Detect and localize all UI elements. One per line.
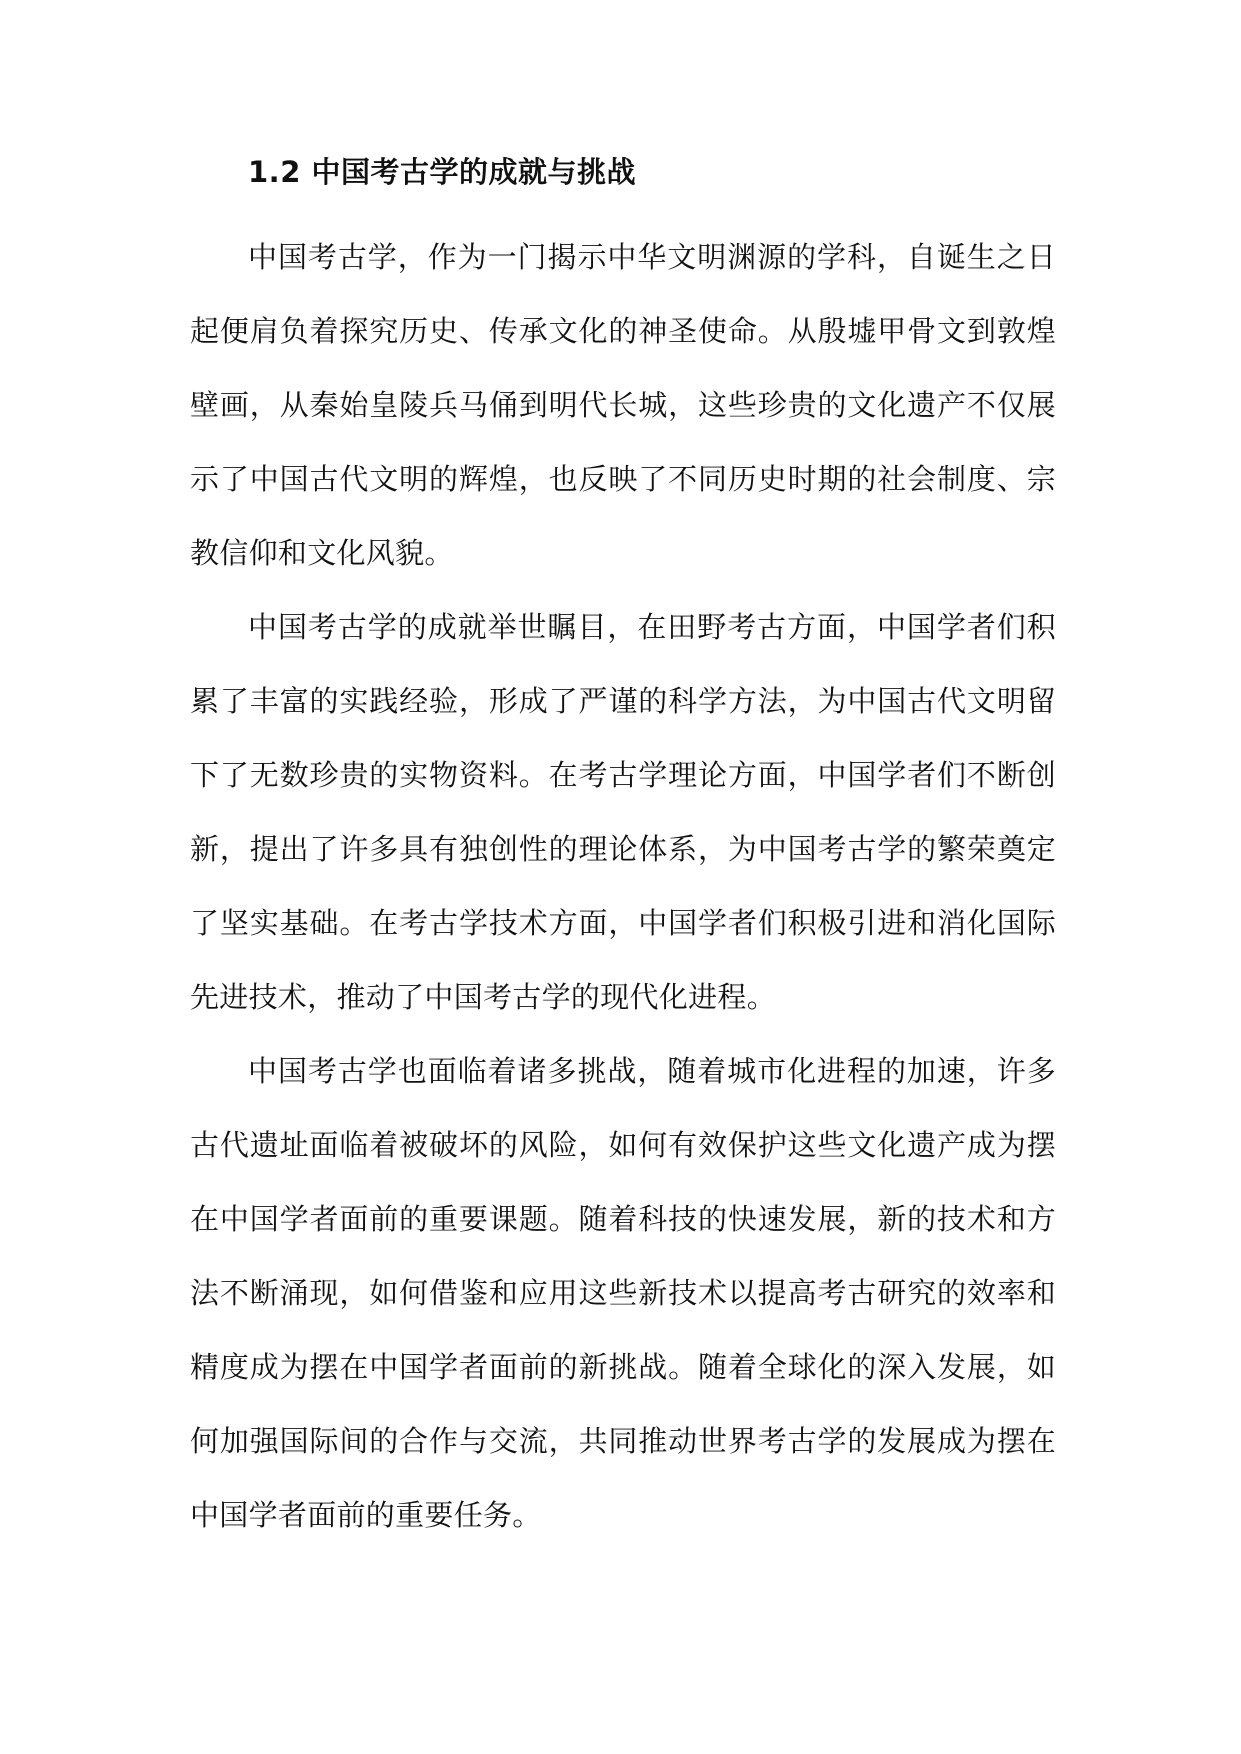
paragraph-achievements: 中国考古学的成就举世瞩目，在田野考古方面，中国学者们积累了丰富的实践经验，形成了严谨的科学方法，为中国古代文明留下了无数珍贵的实物资料。在考古学理论方面，中国学者们不断创新，提出了许多具有独创性的理论体系，为中国考古学的繁荣奠定了坚实基础。在考古学技术方面，中国学者们积极引进和消化国际先进技术，推动了中国考古学的现代化进程。 [190, 610, 1056, 1014]
paragraph-challenges: 中国考古学也面临着诸多挑战，随着城市化进程的加速，许多古代遗址面临着被破坏的风险，如何有效保护这些文化遗产成为摆在中国学者面前的重要课题。随着科技的快速发展，新的技术和方法不断涌现，如何借鉴和应用这些新技术以提高考古研究的效率和精度成为摆在中国学者面前的新挑战。随着全球化的深入发展，如何加强国际间的合作与交流，共同推动世界考古学的发展成为摆在中国学者面前的重要任务。 [190, 1054, 1056, 1532]
document-body [190, 142, 1056, 1552]
section-heading: 1.2 中国考古学的成就与挑战 [248, 155, 636, 189]
paragraph-intro: 中国考古学，作为一门揭示中华文明渊源的学科，自诞生之日起便肩负着探究历史、传承文化的神圣使命。从殷墟甲骨文到敦煌壁画，从秦始皇陵兵马俑到明代长城，这些珍贵的文化遗产不仅展示了中国古代文明的辉煌，也反映了不同历史时期的社会制度、宗教信仰和文化风貌。 [190, 240, 1056, 570]
